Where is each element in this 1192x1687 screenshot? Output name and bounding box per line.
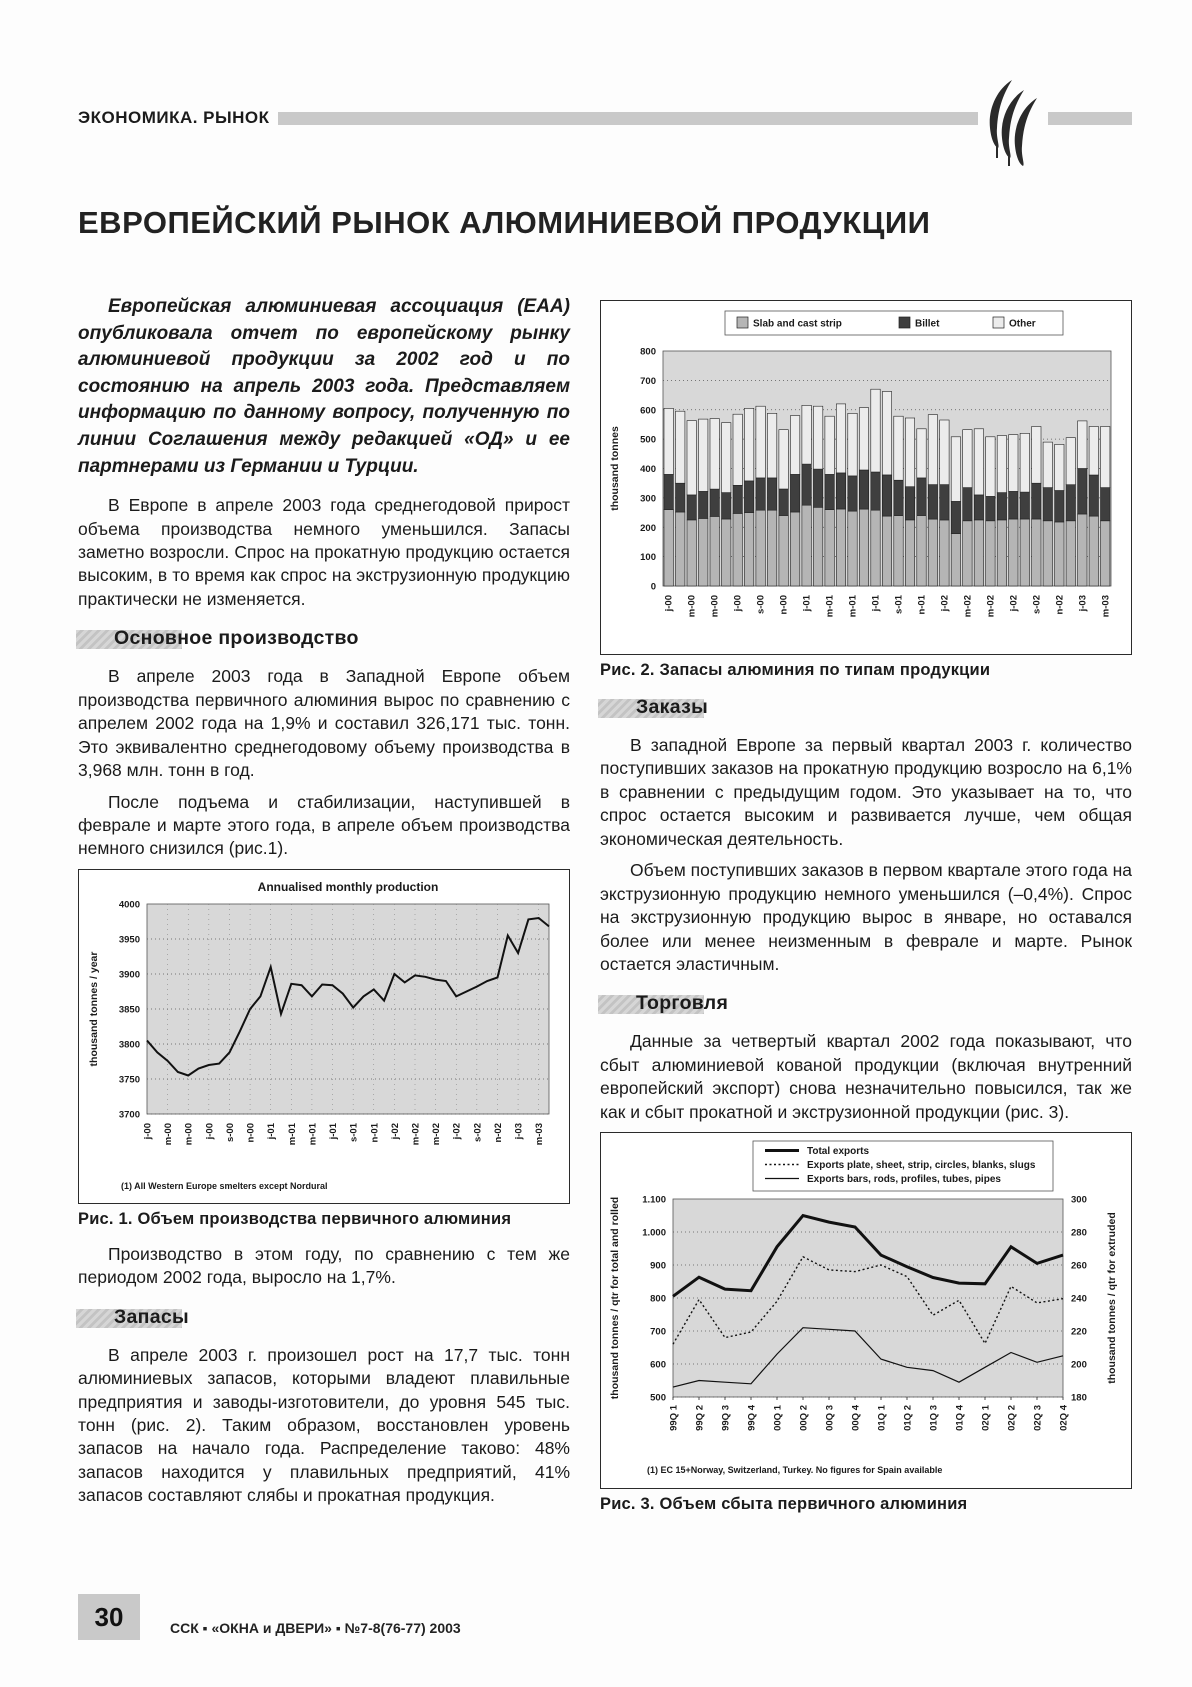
svg-text:j-00: j-00 — [732, 595, 744, 612]
svg-text:200: 200 — [1071, 1359, 1087, 1371]
stocks-paragraph-1: В апреле 2003 г. произошел рост на 17,7 тыс. тонн алюминиевых запасов, которыми владеют плавильные предприятия и заводы-изготовители, до уровня 545 тыс. тонн (рис. 2). Таким образом, восстановлен уровень запасов на начало года. Распределение таково: 48% запасов находится у плавильных предприятий, 41% запасов составляют слябы и прокатная продукция. — [78, 1344, 570, 1506]
svg-text:Exports bars, rods, profiles,: Exports bars, rods, profiles, tubes, pipes — [807, 1174, 1001, 1186]
svg-text:3950: 3950 — [118, 934, 140, 946]
svg-text:m-03: m-03 — [534, 1122, 546, 1146]
svg-text:s-02: s-02 — [1031, 595, 1043, 615]
svg-text:02Q 4: 02Q 4 — [1058, 1405, 1070, 1432]
svg-text:600: 600 — [640, 405, 656, 417]
chart-aluminium-stocks-by-product-type — [605, 305, 1127, 650]
svg-text:3750: 3750 — [118, 1074, 140, 1086]
svg-text:00Q 3: 00Q 3 — [824, 1405, 836, 1432]
chart-annualised-monthly-production — [83, 874, 565, 1199]
svg-text:220: 220 — [1071, 1326, 1087, 1338]
figure-3 — [600, 1132, 1132, 1489]
svg-text:m-03: m-03 — [1100, 595, 1112, 618]
svg-text:j-02: j-02 — [451, 1122, 463, 1140]
header-rule-left — [278, 112, 978, 125]
orders-paragraph-2: Объем поступивших заказов в первом квартале этого года на экструзионную продукцию немного уменьшился (–0,4%). Спрос на экструзионную продукцию вырос в январе, но оставался более или менее неизменным в феврале и марте. Рынок остается эластичным. — [600, 860, 1132, 974]
svg-text:1.000: 1.000 — [642, 1227, 666, 1239]
svg-text:thousand tonnes / qtr for extr: thousand tonnes / qtr for extruded — [1106, 1212, 1118, 1384]
svg-text:m-00: m-00 — [686, 595, 698, 618]
svg-text:m-01: m-01 — [847, 595, 859, 618]
svg-text:800: 800 — [640, 346, 656, 358]
svg-text:j-00: j-00 — [204, 1122, 216, 1140]
svg-text:m-01: m-01 — [824, 595, 836, 618]
svg-text:m-02: m-02 — [431, 1122, 443, 1146]
svg-text:99Q 3: 99Q 3 — [720, 1405, 732, 1432]
svg-text:0: 0 — [650, 581, 656, 593]
svg-text:j-00: j-00 — [142, 1122, 154, 1140]
svg-text:99Q 4: 99Q 4 — [746, 1405, 758, 1432]
svg-text:m-01: m-01 — [307, 1122, 319, 1146]
svg-text:99Q 1: 99Q 1 — [668, 1405, 680, 1432]
svg-text:(1) All Western Europe smelter: (1) All Western Europe smelters except Nordural — [121, 1180, 328, 1191]
svg-text:500: 500 — [650, 1392, 666, 1404]
svg-text:01Q 2: 01Q 2 — [902, 1405, 914, 1432]
svg-text:j-00: j-00 — [663, 595, 675, 612]
svg-text:j-01: j-01 — [328, 1122, 340, 1140]
svg-text:01Q 1: 01Q 1 — [876, 1405, 888, 1432]
svg-text:m-00: m-00 — [709, 595, 721, 618]
chart-primary-aluminium-exports — [605, 1137, 1127, 1484]
svg-text:4000: 4000 — [118, 899, 140, 911]
svg-text:280: 280 — [1071, 1227, 1087, 1239]
svg-text:n-02: n-02 — [1054, 595, 1066, 615]
production-paragraph-3: Производство в этом году, по сравнению с тем же периодом 2002 года, выросло на 1,7%. — [78, 1243, 570, 1288]
svg-text:n-00: n-00 — [245, 1122, 257, 1143]
svg-text:300: 300 — [640, 493, 656, 505]
svg-text:thousand tonnes: thousand tonnes — [609, 426, 621, 511]
figure-1 — [78, 869, 570, 1204]
svg-text:00Q 1: 00Q 1 — [772, 1405, 784, 1432]
svg-text:100: 100 — [640, 552, 656, 564]
svg-text:260: 260 — [1071, 1260, 1087, 1272]
svg-text:180: 180 — [1071, 1392, 1087, 1404]
header-rule-right — [1048, 112, 1132, 125]
imprint-text: ССК ▪ «ОКНА и ДВЕРИ» ▪ №7-8(76-77) 2003 — [170, 1620, 461, 1636]
page-header — [78, 70, 1132, 166]
svg-text:s-00: s-00 — [224, 1122, 236, 1142]
section-heading-label: Основное производство — [114, 627, 359, 650]
section-heading-stocks — [78, 1306, 570, 1332]
svg-text:Exports plate, sheet, strip, c: Exports plate, sheet, strip, circles, blanks, slugs — [807, 1160, 1036, 1172]
svg-text:thousand tonnes / year: thousand tonnes / year — [88, 951, 100, 1067]
svg-text:3800: 3800 — [118, 1039, 140, 1051]
figure-3-caption: Рис. 3. Объем сбыта первичного алюминия — [600, 1495, 968, 1514]
svg-text:500: 500 — [640, 434, 656, 446]
svg-text:m-02: m-02 — [962, 595, 974, 618]
right-column — [600, 294, 1132, 1528]
svg-text:200: 200 — [640, 522, 656, 534]
svg-text:n-00: n-00 — [778, 595, 790, 615]
svg-text:01Q 3: 01Q 3 — [928, 1405, 940, 1432]
svg-text:(1) EC 15+Norway, Switzerland,: (1) EC 15+Norway, Switzerland, Turkey. No figures for Spain available — [647, 1465, 943, 1476]
section-heading-production — [78, 627, 570, 653]
svg-text:700: 700 — [650, 1326, 666, 1338]
svg-text:3900: 3900 — [118, 969, 140, 981]
svg-text:n-01: n-01 — [916, 595, 928, 615]
svg-text:600: 600 — [650, 1359, 666, 1371]
svg-text:m-02: m-02 — [410, 1122, 422, 1146]
svg-text:3700: 3700 — [118, 1109, 140, 1121]
svg-text:240: 240 — [1071, 1293, 1087, 1305]
section-heading-label: Запасы — [114, 1305, 189, 1328]
orders-paragraph-1: В западной Европе за первый квартал 2003 г. количество поступивших заказов на прокатную продукцию возросло на 6,1% в сравнении с предыдущим годом. Это указывает на то, что спрос остается высоким и развивается лучше, чем общая экономическая деятельность. — [600, 735, 1132, 849]
svg-text:02Q 2: 02Q 2 — [1006, 1405, 1018, 1432]
lead-paragraph: В Европе в апреле 2003 года среднегодовой прирост объема производства немного уменьшился. Запасы заметно возросли. Спрос на прокатную продукцию остается высоким, в то время как спрос на экструзионную продукцию практически не изменяется. — [78, 495, 570, 609]
svg-text:j-01: j-01 — [870, 595, 882, 612]
svg-text:s-01: s-01 — [893, 595, 905, 615]
production-paragraph-1: В апреле 2003 года в Западной Европе объем производства первичного алюминия вырос по сравнению с апрелем 2002 года на 1,9% и составил 326,171 тыс. тонн. Это эквивалентно среднегодовому объему производства в 3,968 млн. тонн в год. — [78, 666, 570, 781]
svg-text:j-01: j-01 — [801, 595, 813, 612]
svg-text:j-02: j-02 — [389, 1122, 401, 1140]
svg-text:Annualised monthly production: Annualised monthly production — [257, 879, 439, 894]
svg-text:Total exports: Total exports — [807, 1146, 870, 1158]
left-column — [78, 294, 570, 1516]
page-footer — [78, 1594, 461, 1640]
figure-2-caption: Рис. 2. Запасы алюминия по типам продукции — [600, 661, 991, 679]
trade-paragraph-1: Данные за четвертый квартал 2002 года показывают, что сбыт алюминиевой кованой продукции (включая внутренний европейский экспорт) снова незначительно повысился, так же как и сбыт прокатной и экструзионной продукции (рис. 3). — [600, 1031, 1132, 1122]
section-heading-label: Заказы — [636, 696, 709, 718]
svg-text:Slab and cast strip: Slab and cast strip — [753, 318, 842, 330]
svg-text:400: 400 — [640, 464, 656, 475]
svg-text:j-03: j-03 — [1077, 595, 1089, 612]
svg-text:Other: Other — [1009, 318, 1036, 330]
page-number: 30 — [78, 1594, 140, 1640]
intro-paragraph: Европейская алюминиевая ассоциация (ЕАА) опубликовала отчет по европейскому рынку алюминиевой продукции за 2002 год и по состоянию на апрель 2003 года. Представляем информацию по данному вопросу, полученную по линии Соглашения между редакцией «ОД» и ее партнерами из Германии и Турции. — [78, 296, 570, 477]
svg-text:99Q 2: 99Q 2 — [694, 1405, 706, 1432]
svg-text:j-02: j-02 — [939, 595, 951, 612]
svg-text:1.100: 1.100 — [642, 1194, 666, 1206]
svg-text:m-00: m-00 — [183, 1122, 195, 1146]
svg-text:n-01: n-01 — [369, 1122, 381, 1143]
leaves-logo-icon — [982, 76, 1044, 172]
svg-text:m-01: m-01 — [286, 1122, 298, 1146]
svg-text:02Q 3: 02Q 3 — [1032, 1405, 1044, 1432]
svg-text:s-01: s-01 — [348, 1122, 360, 1142]
svg-text:Billet: Billet — [915, 318, 940, 330]
rubric-label: ЭКОНОМИКА. РЫНОК — [78, 108, 270, 127]
svg-text:s-00: s-00 — [755, 595, 767, 615]
svg-text:j-02: j-02 — [1008, 595, 1020, 612]
svg-text:m-00: m-00 — [163, 1122, 175, 1146]
publisher-logo — [982, 76, 1044, 172]
svg-text:900: 900 — [650, 1260, 666, 1272]
svg-text:800: 800 — [650, 1293, 666, 1305]
svg-text:02Q 1: 02Q 1 — [980, 1405, 992, 1432]
svg-text:700: 700 — [640, 375, 656, 387]
section-heading-label: Торговля — [636, 992, 729, 1015]
svg-text:m-02: m-02 — [985, 595, 997, 618]
svg-text:thousand tonnes / qtr for tota: thousand tonnes / qtr for total and rolled — [609, 1196, 621, 1400]
page-title: ЕВРОПЕЙСКИЙ РЫНОК АЛЮМИНИЕВОЙ ПРОДУКЦИИ — [78, 204, 931, 240]
svg-text:00Q 2: 00Q 2 — [798, 1405, 810, 1432]
svg-text:n-02: n-02 — [492, 1122, 504, 1143]
figure-2 — [600, 300, 1132, 655]
production-paragraph-2: После подъема и стабилизации, наступившей в феврале и марте этого года, в апреле объем производства немного снизился (рис.1). — [78, 791, 570, 859]
svg-text:j-01: j-01 — [266, 1122, 278, 1140]
svg-text:s-02: s-02 — [472, 1122, 484, 1142]
section-heading-trade — [600, 992, 1132, 1018]
svg-text:j-03: j-03 — [513, 1122, 525, 1140]
svg-text:300: 300 — [1071, 1194, 1087, 1206]
figure-1-caption: Рис. 1. Объем производства первичного алюминия — [78, 1209, 512, 1228]
section-heading-orders — [600, 696, 1132, 722]
svg-text:3850: 3850 — [118, 1004, 140, 1016]
svg-text:00Q 4: 00Q 4 — [850, 1405, 862, 1432]
svg-text:01Q 4: 01Q 4 — [954, 1405, 966, 1432]
